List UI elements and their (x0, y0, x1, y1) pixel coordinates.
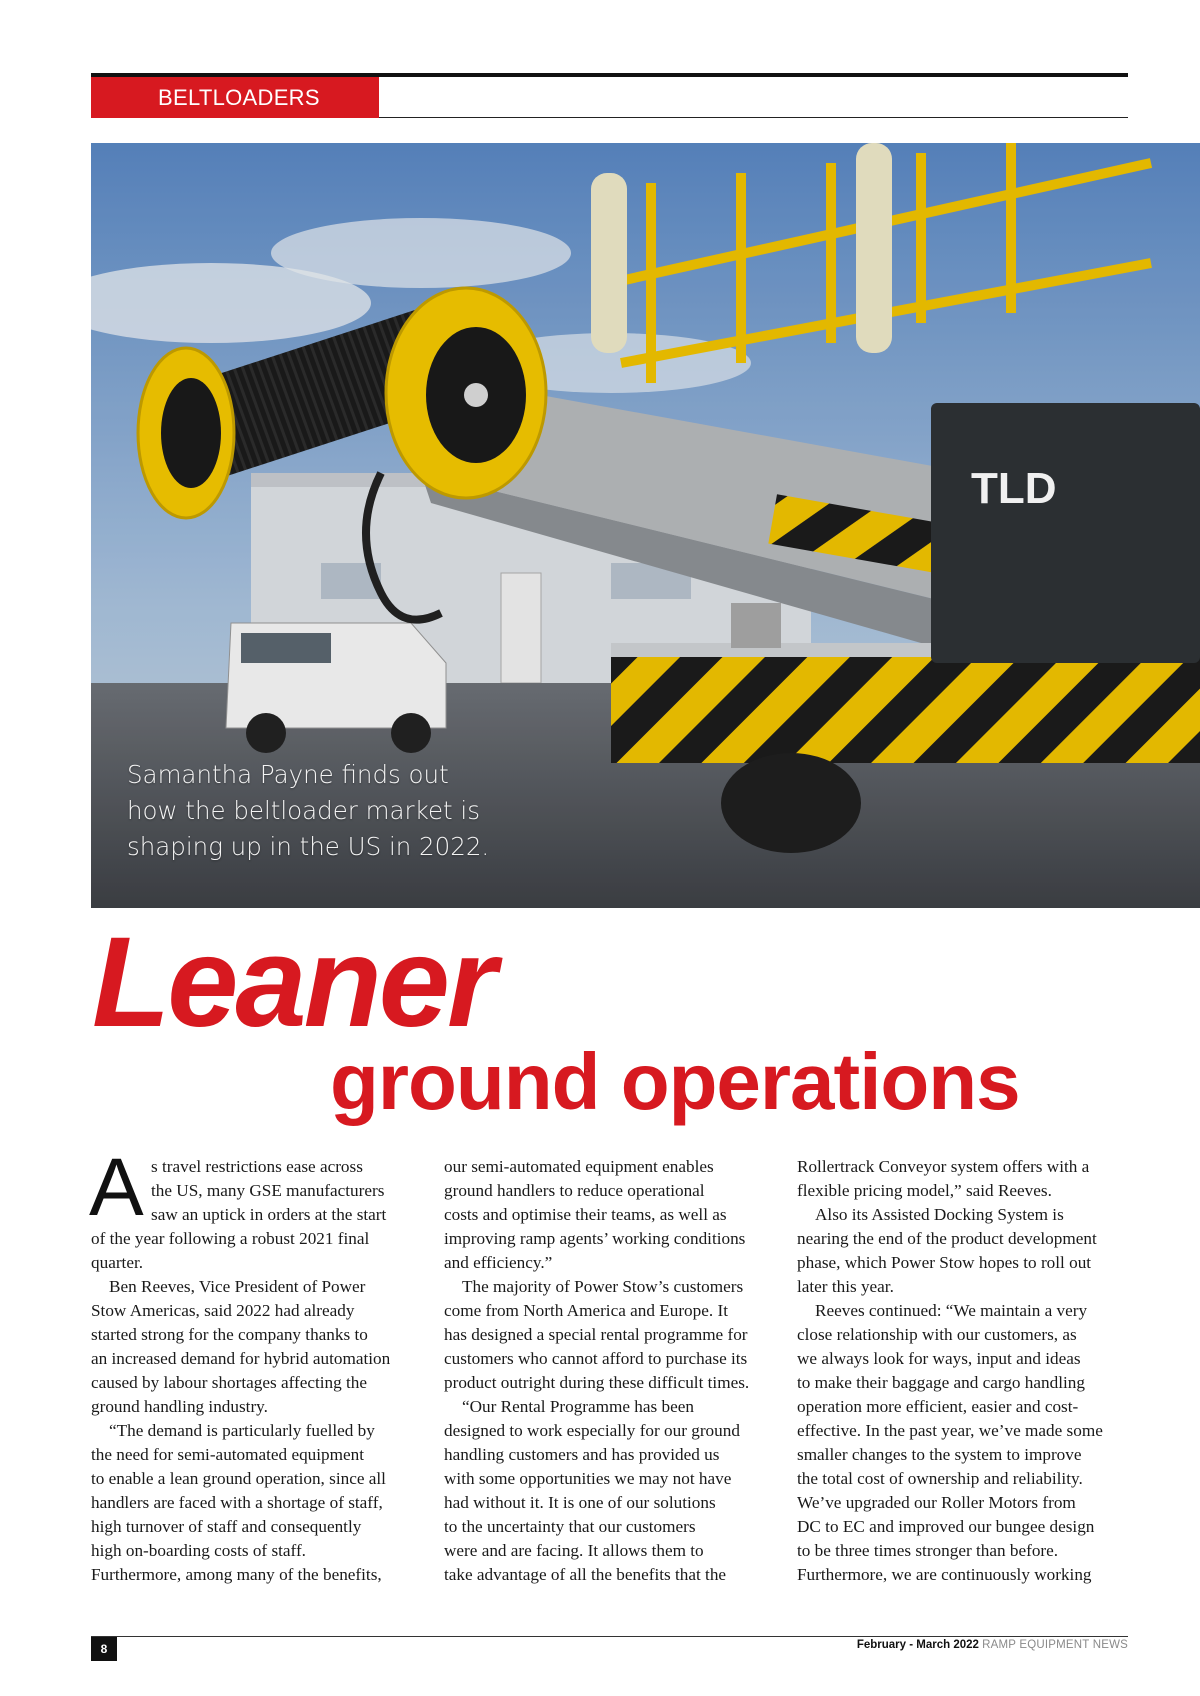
text-line: “The demand is particularly fuelled by (109, 1421, 375, 1440)
header-underline (379, 117, 1128, 118)
footer-info (857, 1639, 1128, 1651)
text-line: flexible pricing model,” said Reeves. (797, 1181, 1052, 1200)
vehicle-logo: TLD (971, 464, 1057, 513)
text-line: Also its Assisted Docking System is (815, 1205, 1064, 1224)
text-line: “Our Rental Programme has been (462, 1397, 694, 1416)
text-line: later this year. (797, 1277, 894, 1296)
text-line: operation more efficient, easier and cost- (797, 1397, 1079, 1416)
text-line: handlers are faced with a shortage of staff, (91, 1493, 383, 1512)
text-line: customers who cannot afford to purchase its (444, 1349, 748, 1368)
text-line: the US, many GSE manufacturers (151, 1181, 385, 1200)
text-line: our semi-automated equipment enables (444, 1157, 714, 1176)
text-line: designed to work especially for our ground (444, 1421, 740, 1440)
text-line: ground handling industry. (91, 1397, 268, 1416)
text-line: s travel restrictions ease across (151, 1157, 363, 1176)
text-line: saw an uptick in orders at the start (151, 1205, 387, 1224)
text-line: close relationship with our customers, as (797, 1325, 1077, 1344)
article-column-2 (444, 1155, 764, 1587)
text-line: come from North America and Europe. It (444, 1301, 728, 1320)
text-line: effective. In the past year, we’ve made some (797, 1421, 1103, 1440)
text-line: were and are facing. It allows them to (444, 1541, 704, 1560)
text-line: and efficiency.” (444, 1253, 553, 1272)
caption-line: Samantha Payne finds out (127, 760, 449, 789)
article-column-3 (797, 1155, 1117, 1587)
text-line: Furthermore, we are continuously working (797, 1565, 1092, 1584)
text-line: smaller changes to the system to improve (797, 1445, 1082, 1464)
text-line: Reeves continued: “We maintain a very (815, 1301, 1088, 1320)
headline-line-1: Leaner (92, 911, 494, 1054)
text-line: high on-boarding costs of staff. (91, 1541, 306, 1560)
text-line: We’ve upgraded our Roller Motors from (797, 1493, 1076, 1512)
text-line: quarter. (91, 1253, 144, 1272)
publication-name: RAMP EQUIPMENT NEWS (982, 1639, 1128, 1651)
text-line: of the year following a robust 2021 final (91, 1229, 370, 1248)
caption-line: how the beltloader market is (127, 796, 480, 825)
photo-caption (127, 757, 527, 865)
text-line: product outright during these difficult times. (444, 1373, 750, 1392)
text-line: had without it. It is one of our solutions (444, 1493, 716, 1512)
text-line: Furthermore, among many of the benefits, (91, 1565, 382, 1584)
text-line: phase, which Power Stow hopes to roll out (797, 1253, 1092, 1272)
page-number: 8 (91, 1637, 117, 1661)
text-line: the need for semi-automated equipment (91, 1445, 364, 1464)
text-line: we always look for ways, input and ideas (797, 1349, 1081, 1368)
issue-date: February - March 2022 (856, 1639, 979, 1651)
text-line: Stow Americas, said 2022 had already (91, 1301, 355, 1320)
text-line: take advantage of all the benefits that the (444, 1565, 727, 1584)
footer-rule (91, 1636, 1128, 1637)
text-line: Ben Reeves, Vice President of Power (109, 1277, 366, 1296)
drop-cap: A (89, 1142, 144, 1233)
article-column-1 (89, 1142, 411, 1587)
text-line: Rollertrack Conveyor system offers with a (797, 1157, 1090, 1176)
text-line: ground handlers to reduce operational (444, 1181, 705, 1200)
caption-line: shaping up in the US in 2022. (127, 832, 490, 861)
hero-photo (91, 143, 1200, 908)
text-line: nearing the end of the product development (797, 1229, 1097, 1248)
text-line: The majority of Power Stow’s customers (462, 1277, 744, 1296)
text-line: with some opportunities we may not have (444, 1469, 732, 1488)
text-line: to be three times stronger than before. (797, 1541, 1059, 1560)
text-line: caused by labour shortages affecting the (91, 1373, 368, 1392)
text-line: high turnover of staff and consequently (91, 1517, 362, 1536)
text-line: handling customers and has provided us (444, 1445, 720, 1464)
text-line: to enable a lean ground operation, since all (91, 1469, 386, 1488)
text-line: has designed a special rental programme for (444, 1325, 748, 1344)
text-line: DC to EC and improved our bungee design (797, 1517, 1095, 1536)
text-line: an increased demand for hybrid automation (91, 1349, 391, 1368)
section-label: BELTLOADERS (91, 77, 379, 118)
text-line: costs and optimise their teams, as well as (444, 1205, 727, 1224)
text-line: to make their baggage and cargo handling (797, 1373, 1085, 1392)
text-line: to the uncertainty that our customers (444, 1517, 696, 1536)
text-line: started strong for the company thanks to (91, 1325, 368, 1344)
text-line: improving ramp agents’ working conditions (444, 1229, 746, 1248)
text-line: the total cost of ownership and reliability. (797, 1469, 1083, 1488)
headline-line-2: ground operations (330, 1037, 1020, 1126)
